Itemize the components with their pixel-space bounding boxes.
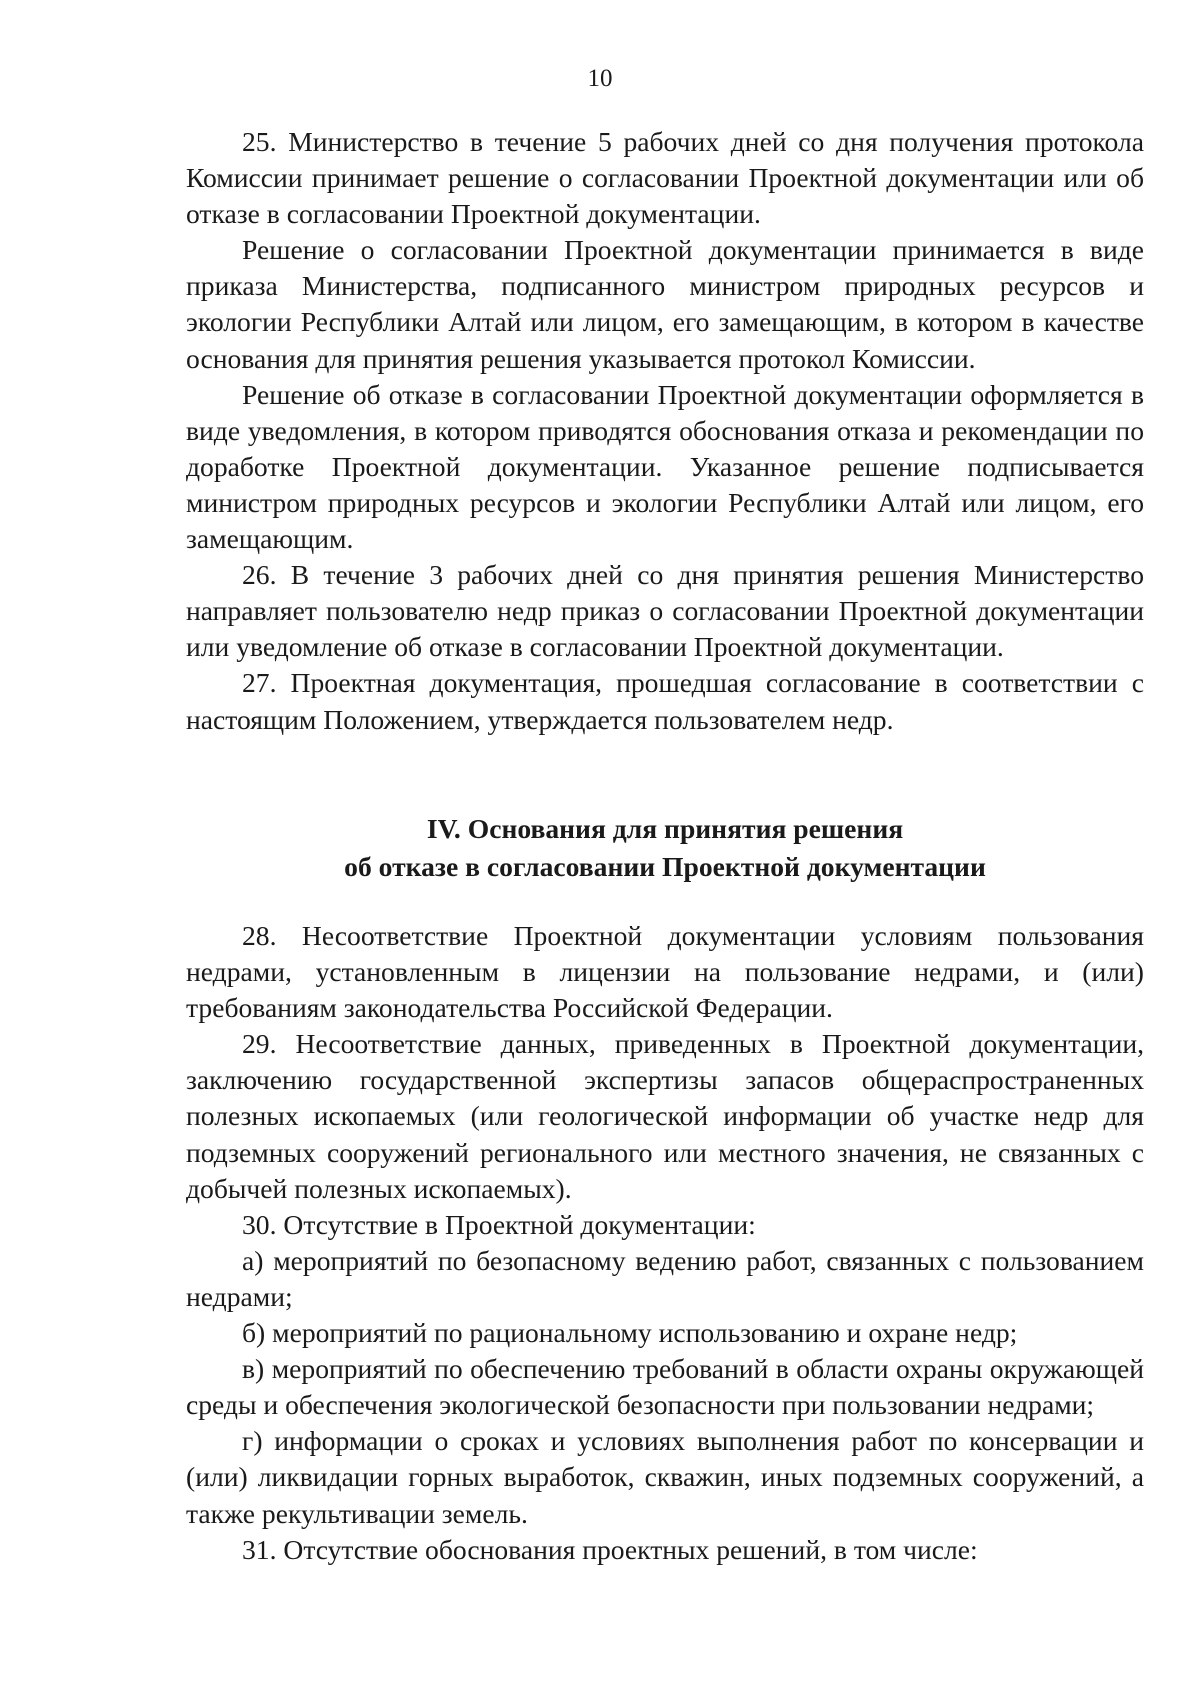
list-item-v: в) мероприятий по обеспечению требований в области охраны окружающей среды и обеспечения экологической безопасности при пользовании недрами; <box>186 1353 1144 1421</box>
list-item-b: б) мероприятий по рациональному использованию и охране недр; <box>242 1317 1018 1349</box>
body-text-bottom <box>186 918 1144 1568</box>
paragraph-30: 30. Отсутствие в Проектной документации: <box>242 1208 756 1240</box>
paragraph-27: 27. Проектная документация, прошедшая согласование в соответствии с настоящим Положением, утверждается пользователем недр. <box>186 667 1144 735</box>
list-item-g: г) информации о сроках и условиях выполнения работ по консервации и (или) ликвидации горных выработок, скважин, иных подземных сооружений, а также рекультивации земель. <box>186 1425 1144 1529</box>
section-heading <box>186 810 1144 886</box>
paragraph-25: 25. Министерство в течение 5 рабочих дней со дня получения протокола Комиссии принимает решение о согласовании Проектной документации или об отказе в согласовании Проектной документации. <box>186 126 1144 230</box>
list-item-a: а) мероприятий по безопасному ведению работ, связанных с пользованием недрами; <box>186 1244 1144 1312</box>
body-text-top <box>186 124 1144 738</box>
paragraph-refusal-decision: Решение об отказе в согласовании Проектной документации оформляется в виде уведомления, в котором приводятся обоснования отказа и рекомендации по доработке Проектной документации. Указанное решение подписывается министром природных ресурсов и экологии Республики Алтай или лицом, его замещающим. <box>186 378 1144 555</box>
paragraph-28: 28. Несоответствие Проектной документации условиям пользования недрами, установленным в лицензии на пользование недрами, и (или) требованиям законодательства Российской Федерации. <box>186 920 1144 1024</box>
section-heading-line-2: об отказе в согласовании Проектной документации <box>344 851 986 882</box>
paragraph-31: 31. Отсутствие обоснования проектных решений, в том числе: <box>242 1533 978 1565</box>
page-number: 10 <box>587 65 613 92</box>
paragraph-29: 29. Несоответствие данных, приведенных в Проектной документации, заключению государственной экспертизы запасов общераспространенных полезных ископаемых (или геологической информации об участке недр для подземных сооружений регионального или местного значения, не связанных с добычей полезных ископаемых). <box>186 1028 1144 1204</box>
paragraph-26: 26. В течение 3 рабочих дней со дня принятия решения Министерство направляет пользователю недр приказ о согласовании Проектной документации или уведомление об отказе в согласовании Проектной документации. <box>186 559 1144 663</box>
section-heading-line-1: IV. Основания для принятия решения <box>426 813 904 844</box>
paragraph-approval-decision: Решение о согласовании Проектной документации принимается в виде приказа Министерства, подписанного министром природных ресурсов и экологии Республики Алтай или лицом, его замещающим, в котором в качестве основания для принятия решения указывается протокол Комиссии. <box>186 234 1144 374</box>
